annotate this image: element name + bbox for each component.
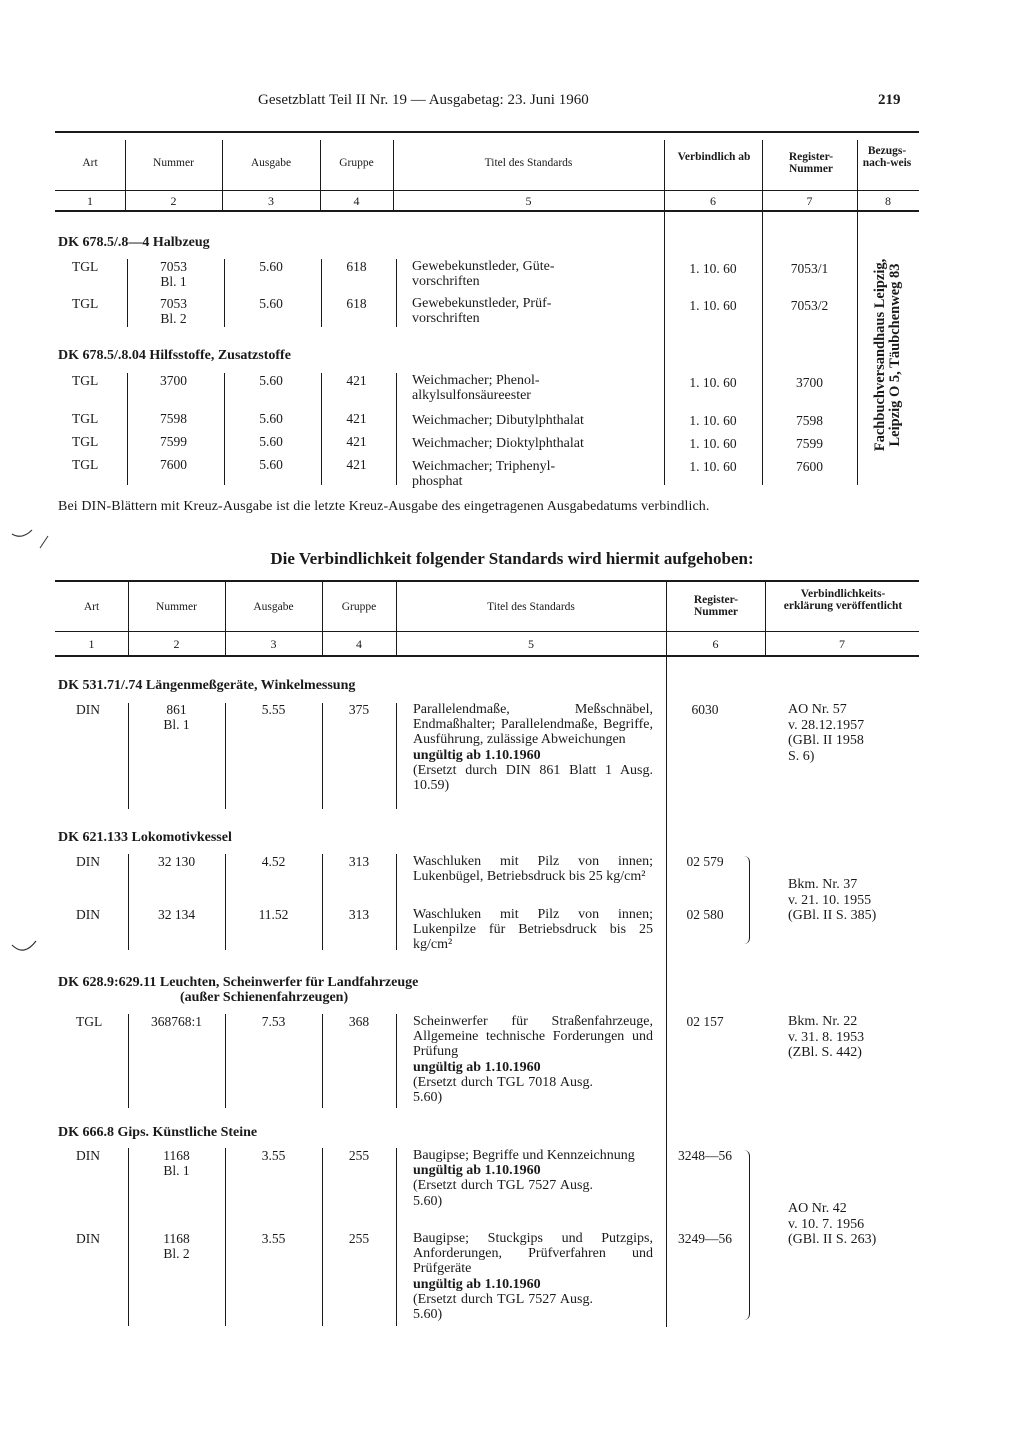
t2-verweis-line: AO Nr. 57 (788, 702, 847, 717)
t1-cell-ausgabe: 5.60 (259, 457, 283, 472)
t2-row-sep (396, 1148, 397, 1326)
t2-cell-ausgabe: 7.53 (261, 1014, 286, 1029)
t2-cell-gruppe: 368 (348, 1014, 370, 1029)
t2-cell-art: DIN (76, 907, 100, 922)
t1-cell-verbindlich: 1. 10. 60 (689, 413, 737, 428)
t2-cell-titel: Waschluken mit Pilz von innen; Lukenpilze für Betriebsdruck bis 25 kg/cm² (413, 907, 653, 953)
t1-cell-register: 7599 (796, 436, 823, 451)
t2-group-heading: DK 628.9:629.11 Leuchten, Scheinwerfer für Landfahrzeuge (58, 975, 419, 990)
t2-verweis-line: (ZBl. S. 442) (788, 1045, 862, 1060)
t2-colnum: 1 (88, 637, 95, 651)
t2-cell-register: 02 579 (686, 854, 724, 869)
t2-cell-nummer: 861 (166, 702, 187, 717)
t1-cell-nummer: 7053 (160, 296, 187, 311)
t2-cell-nummer: 1168 (163, 1231, 190, 1246)
t1-cell-ausgabe: 5.60 (259, 434, 283, 449)
t2-cell-gruppe: 375 (348, 702, 370, 717)
t1-cell-titel: Weichmacher; Dioktylphthalat (412, 436, 584, 451)
t2-verweis-line: (GBl. II 1958 (788, 733, 864, 748)
header-rule (55, 131, 919, 133)
t2-row-sep (396, 1014, 397, 1108)
t1-cell-verbindlich: 1. 10. 60 (689, 459, 737, 474)
t2-cell-nummer2: Bl. 2 (163, 1246, 190, 1261)
t1-colnum: 2 (170, 194, 177, 208)
t2-group-heading: DK 666.8 Gips. Künstliche Steine (58, 1125, 258, 1140)
t2-cell-art: TGL (76, 1014, 103, 1029)
t2-verweis-line: (GBl. II S. 263) (788, 1232, 877, 1247)
t2-cell-nummer: 1168 (163, 1148, 190, 1163)
t2-rule-top (55, 580, 919, 582)
t2-cell-nummer2: Bl. 1 (163, 717, 190, 732)
t1-cell-nummer: 3700 (160, 373, 187, 388)
t2-verweis-line: Bkm. Nr. 22 (788, 1014, 858, 1029)
t2-header-art: Art (83, 601, 100, 613)
t2-verweis-block (788, 702, 864, 764)
t2-cell-titel: Baugipse; Stuckgips und Putzgips, Anforderungen, Prüfverfahren und Prüfgeräte (413, 1231, 653, 1277)
t1-colnum: 6 (710, 194, 716, 208)
t1-group-heading: DK 678.5/.8.04 Hilfsstoffe, Zusatzstoffe (58, 348, 291, 363)
t1-cell-art: TGL (72, 411, 99, 426)
t2-verweis-line: (GBl. II S. 385) (788, 908, 877, 923)
t1-cell-verbindlich: 1. 10. 60 (689, 436, 737, 451)
t1-cell-verbindlich: 1. 10. 60 (689, 298, 737, 313)
t1-cell-titel: Gewebekunstleder, Güte- vorschriften (412, 259, 555, 290)
t2-cell-nummer: 32 130 (157, 854, 196, 869)
t1-rule-bottom (55, 210, 919, 212)
t1-cell-titel: Weichmacher; Dibutylphthalat (412, 413, 584, 428)
t2-cell-register: 6030 (691, 702, 719, 717)
side-note-line: Fachbuchversandhaus Leipzig, (872, 258, 888, 452)
t2-header-verweis: Verbindlichkeits-erklärung veröffentlicht (783, 588, 903, 612)
t2-row-sep (322, 703, 323, 809)
t2-rule-bottom (55, 655, 919, 657)
t1-cell-gruppe: 421 (346, 411, 367, 426)
t1-cell-verbindlich: 1. 10. 60 (689, 261, 737, 276)
t1-cell-art: TGL (72, 434, 99, 449)
t2-cell-nummer: 368768:1 (150, 1014, 202, 1029)
t2-colnum: 2 (173, 637, 180, 651)
t1-cell-gruppe: 421 (346, 373, 367, 388)
t2-header-titel: Titel des Standards (487, 601, 575, 613)
t1-cell-art: TGL (72, 296, 99, 311)
t2-cell-ausgabe: 3.55 (261, 1231, 286, 1246)
t2-cell-ungueltig: ungültig ab 1.10.1960 (413, 747, 541, 763)
t1-cell-ausgabe: 5.60 (259, 373, 283, 388)
t2-cell-titel: Parallelendmaße, Meßschnäbel, Endmaßhalter; Parallelendmaße, Begriffe, Ausführung, zulässige Abweichungen (413, 702, 653, 748)
t2-cell-ersetzt: (Ersetzt durch TGL 7527 Ausg. 5.60) (413, 1178, 593, 1209)
t2-verweis-line: v. 31. 8. 1953 (788, 1029, 865, 1045)
t1-cell-nummer2: Bl. 2 (160, 311, 187, 326)
t1-header-titel: Titel des Standards (484, 157, 573, 169)
t2-cell-ersetzt: (Ersetzt durch TGL 7527 Ausg. 5.60) (413, 1291, 593, 1323)
t2-header-nummer: Nummer (156, 601, 197, 613)
t2-cell-ersetzt: (Ersetzt durch TGL 7018 Ausg. 5.60) (413, 1074, 593, 1106)
t2-cell-register: 3248—56 (678, 1148, 732, 1163)
t2-group-heading: DK 621.133 Lokomotivkessel (58, 830, 232, 845)
t1-colnum: 3 (268, 194, 274, 208)
t2-cell-register: 02 580 (686, 907, 724, 922)
t1-cell-ausgabe: 5.60 (259, 296, 283, 311)
t1-row-sep (396, 259, 397, 327)
t2-cell-art: DIN (76, 702, 100, 717)
t1-cell-art: TGL (72, 373, 99, 388)
t2-title-block (413, 1231, 653, 1322)
t1-cell-titel: Weichmacher; Triphenyl- phosphat (412, 459, 556, 490)
t1-header-register: Register-Nummer (788, 151, 834, 175)
t1-cell-register: 3700 (796, 375, 823, 390)
t2-cell-art: DIN (76, 1148, 100, 1163)
t1-cell-gruppe: 618 (346, 296, 367, 311)
t2-colnum: 7 (839, 637, 845, 651)
t1-cell-nummer: 7053 (160, 259, 187, 274)
t2-cell-ausgabe: 3.55 (261, 1148, 286, 1163)
section-title: Die Verbindlichkeit folgender Standards wird hiermit aufgehoben: (270, 549, 754, 568)
t2-cell-art: DIN (76, 1231, 100, 1246)
t2-cell-gruppe: 255 (348, 1231, 370, 1246)
t2-cell-ungueltig: ungültig ab 1.10.1960 (413, 1276, 541, 1292)
t1-colnum: 7 (806, 194, 813, 208)
grouping-brace (744, 1150, 750, 1320)
grouping-brace (744, 856, 750, 944)
t2-verweis-line: v. 28.12.1957 (788, 717, 865, 733)
t2-cell-ungueltig: ungültig ab 1.10.1960 (413, 1163, 541, 1179)
t1-cell-register: 7053/1 (790, 261, 829, 276)
t2-cell-titel: Baugipse; Begriffe und Kennzeichnung (413, 1148, 635, 1163)
t1-cell-register: 7598 (796, 413, 823, 428)
t2-row-sep (225, 703, 226, 809)
t2-group-heading2: (außer Schienenfahrzeugen) (180, 990, 349, 1005)
t2-verweis-line: S. 6) (788, 748, 815, 764)
t1-cell-art: TGL (72, 457, 99, 472)
t2-header-gruppe: Gruppe (341, 601, 377, 613)
t1-cell-nummer: 7599 (160, 434, 187, 449)
t2-title-block (413, 702, 653, 793)
t1-col-sep (857, 140, 858, 485)
t2-header-register: Register-Nummer (693, 594, 739, 618)
t1-cell-gruppe: 618 (346, 259, 367, 274)
page-number: 219 (878, 92, 901, 108)
t2-cell-art: DIN (76, 854, 100, 869)
t1-cell-ausgabe: 5.60 (259, 411, 283, 426)
t1-group-heading: DK 678.5/.8—4 Halbzeug (58, 235, 210, 250)
t2-colnum: 6 (712, 637, 719, 651)
t1-cell-nummer: 7598 (160, 411, 187, 426)
t2-title-block (413, 1014, 653, 1105)
t2-colnum: 5 (528, 637, 534, 651)
t2-cell-register: 02 157 (686, 1014, 724, 1029)
t1-colnum: 5 (525, 194, 532, 208)
t1-header-ausgabe: Ausgabe (250, 157, 292, 169)
t1-cell-titel: Gewebekunstleder, Prüf- vorschriften (412, 296, 552, 327)
t2-verweis-line: v. 21. 10. 1955 (788, 892, 872, 908)
t2-cell-ausgabe: 4.52 (261, 854, 286, 869)
t2-title-block (413, 1148, 653, 1209)
t2-cell-ersetzt: (Ersetzt durch DIN 861 Blatt 1 Ausg. 10.59) (413, 762, 653, 794)
t1-cell-nummer: 7600 (160, 457, 187, 472)
t2-cell-nummer: 32 134 (157, 907, 196, 922)
t2-header-ausgabe: Ausgabe (253, 601, 294, 613)
t2-cell-ausgabe: 11.52 (258, 907, 289, 922)
t2-cell-nummer2: Bl. 1 (163, 1163, 190, 1178)
t1-header-gruppe: Gruppe (339, 157, 374, 169)
t2-colnum: 3 (270, 637, 277, 651)
t1-rule-mid (55, 190, 919, 191)
t2-col-sep (666, 582, 667, 1327)
t1-header-bezug: Bezugs-nach-weis (862, 145, 912, 169)
t2-cell-ausgabe: 5.55 (261, 702, 286, 717)
t1-row-sep (396, 373, 397, 485)
t2-colnum: 4 (356, 637, 362, 651)
t1-cell-gruppe: 421 (346, 457, 367, 472)
t1-cell-register: 7600 (796, 459, 823, 474)
t2-cell-gruppe: 313 (348, 907, 370, 922)
margin-pencil-mark (10, 520, 50, 550)
t1-colnum: 1 (87, 194, 93, 208)
t2-row-sep (396, 854, 397, 950)
t2-row-sep (396, 703, 397, 809)
margin-pencil-mark (10, 935, 40, 960)
t2-rule-mid (55, 631, 919, 632)
t1-header-nummer: Nummer (153, 157, 194, 169)
t1-cell-verbindlich: 1. 10. 60 (689, 375, 737, 390)
t2-cell-gruppe: 313 (348, 854, 370, 869)
t2-cell-titel: Waschluken mit Pilz von innen; Lukenbügel, Betriebsdruck bis 25 kg/cm² (413, 854, 653, 885)
t1-colnum: 8 (885, 194, 891, 208)
t1-cell-titel: Weichmacher; Phenol- alkylsulfonsäureester (412, 373, 540, 404)
t1-cell-nummer2: Bl. 1 (160, 274, 187, 289)
t2-verweis-line: v. 10. 7. 1956 (788, 1216, 865, 1232)
t1-header-verbindlich: Verbindlich ab (677, 151, 751, 163)
footnote: Bei DIN-Blättern mit Kreuz-Ausgabe ist die letzte Kreuz-Ausgabe des eingetragenen Ausgabedatums verbindlich. (58, 499, 710, 514)
t2-cell-register: 3249—56 (678, 1231, 732, 1246)
running-header: Gesetzblatt Teil II Nr. 19 — Ausgabetag: 23. Juni 1960 (258, 92, 589, 108)
side-note-line: Leipzig O 5, Täubchenweg 83 (887, 263, 903, 447)
t2-verweis-block (788, 1014, 864, 1061)
t2-cell-titel: Scheinwerfer für Straßenfahrzeuge, Allgemeine technische Forderungen und Prüfung (413, 1014, 653, 1060)
t2-verweis-line: AO Nr. 42 (788, 1201, 847, 1216)
t2-verweis-line: Bkm. Nr. 37 (788, 877, 858, 892)
t1-cell-art: TGL (72, 259, 99, 274)
t2-cell-ungueltig: ungültig ab 1.10.1960 (413, 1059, 541, 1075)
t2-verweis-block (788, 1201, 876, 1248)
t1-colnum: 4 (353, 194, 360, 208)
t1-header-art: Art (82, 157, 98, 169)
t2-verweis-block (788, 877, 876, 924)
t1-cell-ausgabe: 5.60 (259, 259, 283, 274)
t2-cell-gruppe: 255 (348, 1148, 370, 1163)
t2-group-heading: DK 531.71/.74 Längenmeßgeräte, Winkelmessung (58, 678, 356, 693)
t1-cell-register: 7053/2 (790, 298, 829, 313)
t1-cell-gruppe: 421 (346, 434, 367, 449)
